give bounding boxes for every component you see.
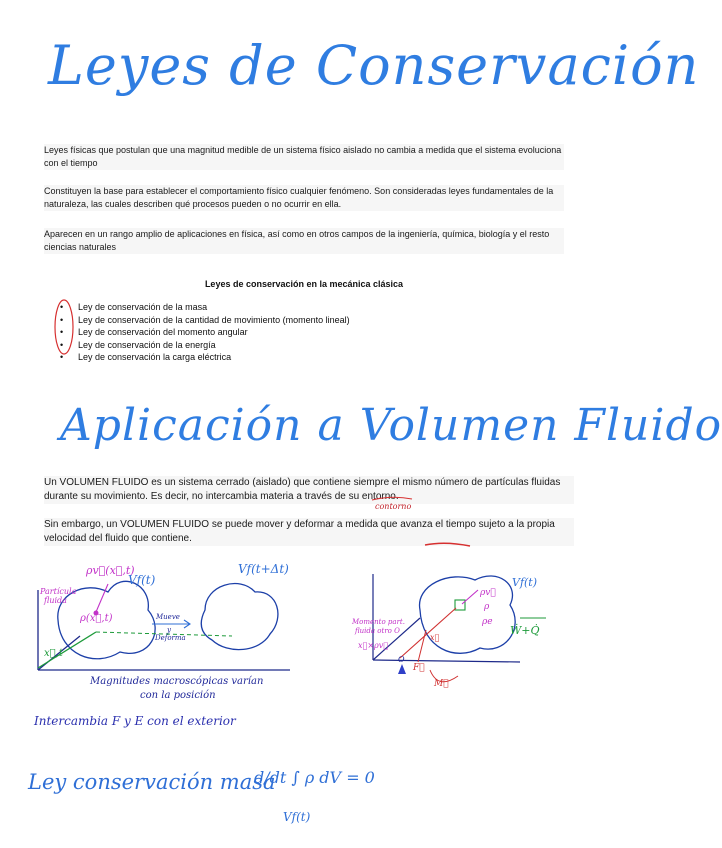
fluid-volume-later-label: Vf(t+Δt)	[238, 562, 289, 576]
moment-label: fluida otro O	[355, 627, 400, 635]
torque-label: M⃗	[434, 679, 449, 689]
moment-label: Momento part.	[352, 618, 405, 626]
caption-line-2: con la posición	[140, 690, 216, 701]
exchange-note: Intercambia F y E con el exterior	[34, 714, 236, 728]
momentum-label: ρv⃗	[480, 588, 496, 598]
annotation-stroke	[372, 497, 412, 500]
density-label: ρ(x⃗,t)	[80, 613, 113, 624]
mass-law-equation: d/dt ∫ ρ dV = 0	[254, 768, 375, 787]
mass-law-domain: Vf(t)	[283, 810, 311, 824]
cross-product-label: x⃗×ρv⃗	[358, 641, 389, 650]
contorno-annotation: contorno	[375, 502, 412, 511]
force-label: F⃗	[413, 663, 425, 673]
position-vector-label: x⃗,t	[44, 648, 63, 659]
mass-law-label: Ley conservación masa	[28, 770, 276, 794]
arrow-icon	[152, 620, 190, 628]
position-vector	[400, 608, 456, 658]
fluid-volume-label: Vf(t)	[128, 573, 156, 587]
mechanics-heading: Leyes de conservación en la mecánica clásica	[204, 279, 404, 289]
intro-paragraph-1: Leyes físicas que postulan que una magnitud medible de un sistema físico aislado no cambia a medida que el sistema evoluciona con el tiempo	[44, 144, 564, 170]
intro-paragraph-2: Constituyen la base para establecer el comportamiento físico cualquier fenómeno. Son consideradas leyes fundamentales de la naturaleza, las cuales describen qué procesos pueden o no ocurrir en ella.	[44, 185, 564, 211]
position-label: x⃗	[430, 633, 440, 642]
list-item: • Ley de conservación la carga eléctrica	[60, 351, 350, 364]
fluid-volume-label: Vf(t)	[512, 576, 538, 589]
list-item: • Ley de conservación de la cantidad de movimiento (momento lineal)	[60, 314, 350, 327]
move-label: Deforma	[155, 634, 186, 642]
move-label: y	[167, 626, 171, 634]
particle-label: fluida	[44, 596, 67, 605]
move-label: Mueve	[156, 613, 180, 621]
origin-marker	[398, 664, 406, 674]
fluid-volume-paragraph-1: Un VOLUMEN FLUIDO es un sistema cerrado (aislado) que contiene siempre el mismo número de partículas fluidas durante su movimiento. Es decir, no intercambia materia a través de su entorno.	[44, 476, 574, 504]
list-item: • Ley de conservación de la masa	[60, 301, 350, 314]
annotation-stroke	[425, 543, 470, 546]
particle-cube	[455, 600, 465, 610]
section-title: Aplicación a Volumen Fluido	[60, 400, 722, 451]
momentum-density-label: ρv⃗(x⃗,t)	[86, 564, 135, 577]
density-label: ρ	[484, 602, 490, 612]
caption-line-1: Magnitudes macroscópicas varían	[90, 676, 264, 687]
list-item: • Ley de conservación del momento angular	[60, 326, 350, 339]
fluid-volume-shape-later	[201, 584, 278, 650]
page-title: Leyes de Conservación	[48, 34, 700, 97]
fluid-volume-paragraph-2: Sin embargo, un VOLUMEN FLUIDO se puede mover y deformar a medida que avanza el tiempo sujeto a la propia velocidad del fluido que contiene.	[44, 518, 574, 546]
highlight-ellipse	[55, 300, 73, 354]
origin-label: O	[398, 655, 405, 664]
axis-line	[373, 660, 520, 662]
particle-label: Partícula	[40, 587, 77, 596]
intro-paragraph-3: Aparecen en un rango amplio de aplicaciones en física, así como en otros campos de la ingeniería, química, biología y el resto ciencias naturales	[44, 228, 564, 254]
work-heat-label: Ẇ+Q̇	[510, 624, 540, 637]
energy-density-label: ρe	[482, 617, 493, 627]
list-item: • Ley de conservación de la energía	[60, 339, 350, 352]
force-arrow	[418, 630, 426, 662]
velocity-arrow	[462, 590, 478, 604]
